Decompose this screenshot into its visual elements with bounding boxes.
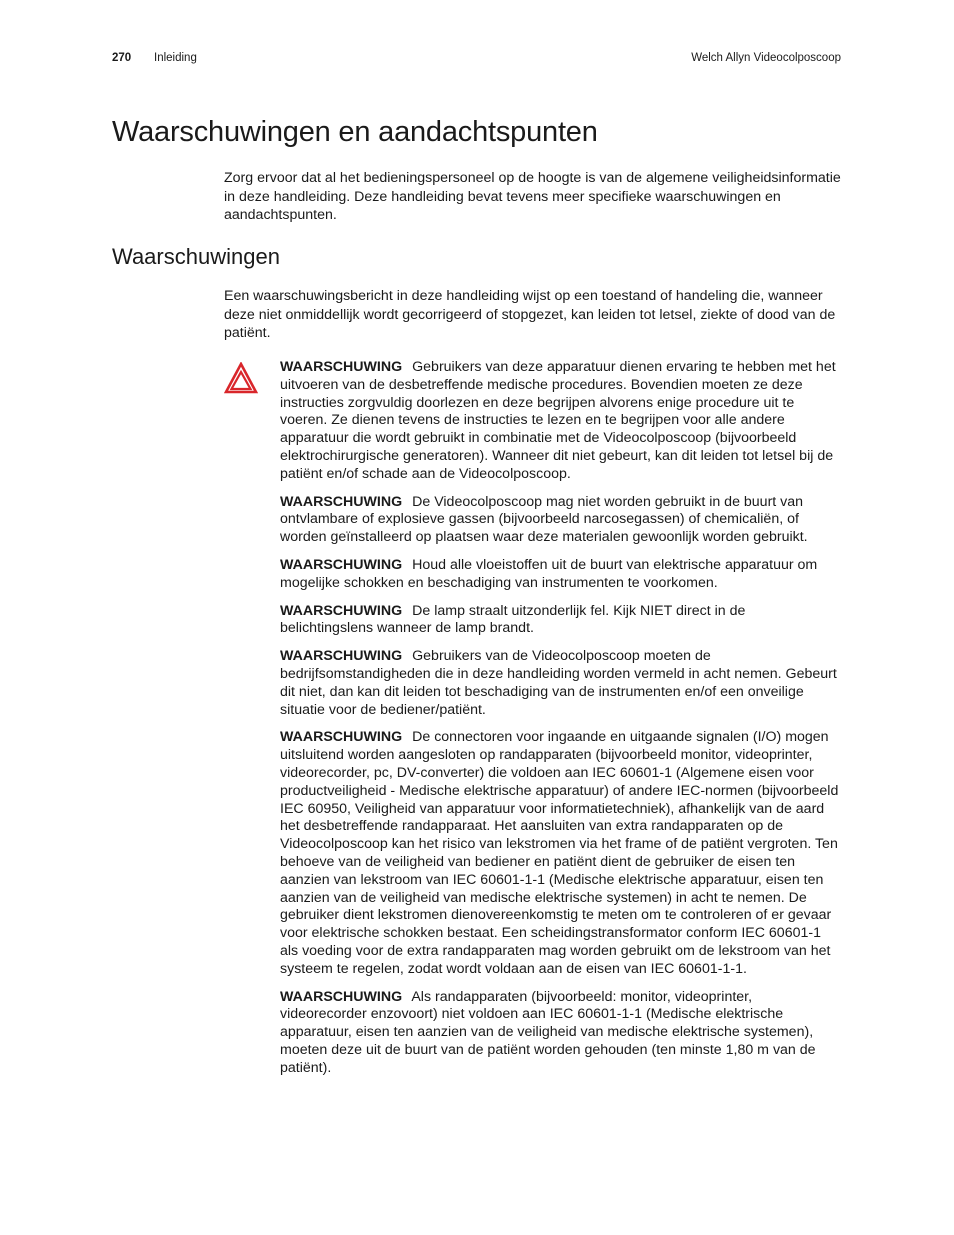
warning-text: De Videocolposcoop mag niet worden gebruikt in de buurt van ontvlambare of explosieve gassen (bijvoorbeeld narcosegassen) of chemicaliën, of worden geïnstalleerd op plaatsen waar deze materialen gewoonlijk worden gebruikt. (280, 493, 808, 546)
warning-text: De connectoren voor ingaande en uitgaande signalen (I/O) mogen uitsluitend worden aangesloten op randapparaten (bijvoorbeeld monitor, videoprinter, videorecorder, pc, DV-converter) die voldoen aan IEC 60601-1 (Algemene eisen voor productveiligheid - Medische elektrische apparatuur) of andere IEC-normen (bijvoorbeeld IEC 60950, Veiligheid van apparatuur voor informatietechniek), afhankelijk van de aard het desbetreffende randapparaat. Het aansluiten van extra randapparaten op de Videocolposcoop kan het risico van lekstromen via het frame of de patiënt vergroten. Ten behoeve van de veiligheid van bediener en patiënt dient de gebruiker de eisen ten aanzien van lekstroom van IEC 60601-1-1 (Medische elektrische apparatuur, eisen ten aanzien van de veiligheid van medische elektrische systemen) in acht te nemen. De gebruiker dient lekstromen dienovereenkomstig te meten om te controleren of er gevaar voor elektrische schokken bestaat. Een scheidingstransformator conform IEC 60601-1 als voeding voor de extra randapparaten mag worden gebruikt om de lekstroom van het systeem te regelen, zodat wordt voldaan aan de eisen van IEC 60601-1-1. (280, 729, 839, 977)
page-title: Waarschuwingen en aandachtspunten (112, 116, 598, 148)
warning-text: Gebruikers van deze apparatuur dienen ervaring te hebben met het uitvoeren van de desbetreffende medische procedures. Bovendien moeten ze deze instructies zorgvuldig doorlezen en deze begrijpen alvorens enige procedure uit te voeren. Ze dienen tevens de instructies te lezen en te begrijpen voor alle andere apparatuur die wordt gebruikt in combinatie met de Videocolposcoop (bijvoorbeeld elektrochirurgische generatoren). Wanneer dit niet gebeurt, kan dit leiden tot letsel bij de patiënt en/of schade aan de Videocolposcoop. (280, 359, 836, 482)
warning-text: Houd alle vloeistoffen uit de buurt van elektrische apparatuur om mogelijke schokken en beschadiging van instrumenten te voorkomen. (280, 556, 818, 591)
warnings-list (280, 359, 842, 1087)
warning-label: WAARSCHUWING (280, 493, 403, 510)
warning-label: WAARSCHUWING (280, 988, 403, 1005)
section-heading-warnings: Waarschuwingen (112, 244, 280, 269)
intro-paragraph: Zorg ervoor dat al het bedieningspersoneel op de hoogte is van de algemene veiligheidsinformatie in deze handleiding. Deze handleiding bevat tevens meer specifieke waarschuwingen en aandachtspunten. (224, 170, 841, 223)
warning-item (280, 729, 842, 978)
page-header (112, 52, 841, 70)
section-name: Inleiding (154, 52, 197, 64)
warnings-intro-paragraph: Een waarschuwingsbericht in deze handleiding wijst op een toestand of handeling die, wanneer deze niet onmiddellijk wordt gecorrigeerd of stopgezet, kan leiden tot letsel, ziekte of dood van de patiënt. (224, 288, 836, 341)
warning-item (280, 494, 842, 547)
warning-item (280, 648, 842, 719)
warning-triangle-icon (224, 362, 258, 394)
warning-text: Gebruikers van de Videocolposcoop moeten de bedrijfsomstandigheden die in deze handleiding worden vermeld in acht nemen. Gebeurt dit niet, dan kan dit leiden tot beschadiging van de instrumenten en/of een onveilige situatie voor de bediener/patiënt. (280, 648, 837, 718)
warning-text: De lamp straalt uitzonderlijk fel. Kijk NIET direct in de belichtingslens wanneer de lamp brandt. (280, 602, 746, 637)
warning-label: WAARSCHUWING (280, 556, 403, 573)
warning-label: WAARSCHUWING (280, 648, 403, 665)
warning-item (280, 603, 842, 639)
warning-text: Als randapparaten (bijvoorbeeld: monitor, videoprinter, videorecorder enzovoort) niet voldoen aan IEC 60601-1-1 (Medische elektrische apparatuur, eisen ten aanzien van de veiligheid van medische elektrische systemen), moeten deze uit de buurt van de patiënt worden gehouden (ten minste 1,80 m van de patiënt). (280, 988, 816, 1076)
warning-label: WAARSCHUWING (280, 359, 403, 375)
warning-label: WAARSCHUWING (280, 602, 403, 619)
warning-item (280, 359, 842, 484)
document-title: Welch Allyn Videocolposcoop (691, 52, 841, 64)
warning-item (280, 557, 842, 593)
warning-label: WAARSCHUWING (280, 729, 403, 746)
warning-item (280, 989, 842, 1078)
page-number: 270 (112, 52, 132, 64)
